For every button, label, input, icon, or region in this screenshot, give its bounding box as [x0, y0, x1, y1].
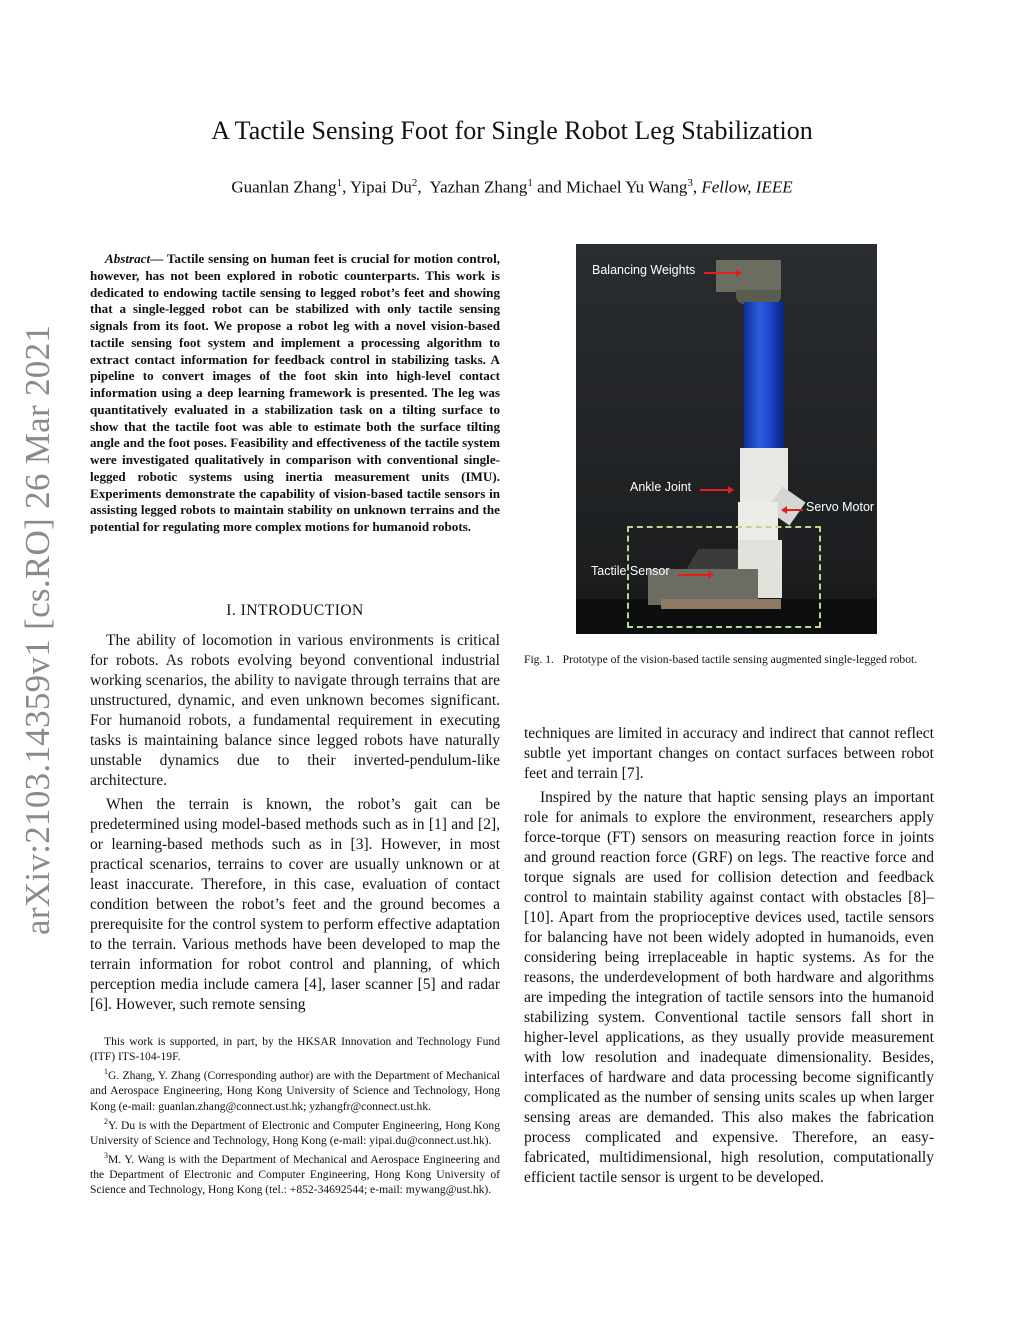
footnote-mark: 1 [104, 1067, 108, 1077]
footnote-text: This work is supported, in part, by the HKSAR Innovation and Technology Fund (ITF) ITS-104-19F. [90, 1034, 500, 1064]
paragraph: techniques are limited in accuracy and indirect that cannot reflect subtle yet important changes on contact surfaces between robot feet and terrain [7]. [524, 725, 934, 782]
abstract-text: — Tactile sensing on human feet is crucial for motion control, however, has not been explored in robotic counterparts. This work is dedicated to endowing tactile sensing to legged robot’s feet and showing that a single-legged robot can be stabilized with only tactile sensing signals from its foot. We propose a robot leg with a novel vision-based tactile sensing foot system and implement a processing algorithm to extract contact information for feedback control in stabilizing tasks. A pipeline to convert images of the foot skin into high-level contact information using a deep learning framework is presented. The leg was quantitatively evaluated in a stabilization task on a tilting surface to show that the tactile foot was able to estimate both the surface tilting angle and the foot poses. Feasibility and effectiveness of the tactile system were investigated qualitatively in comparison with conventional single-legged robotic systems using inertia measurement units (IMU). Experiments demonstrate the capability of vision-based tactile sensors in assisting legged robots to maintain stability on unknown terrains and the potential for regulating more complex motions for humanoid robots. [90, 251, 500, 534]
figure-caption: Fig. 1. Prototype of the vision-based tactile sensing augmented single-legged robot. [524, 653, 918, 666]
paragraph: Inspired by the nature that haptic sensing plays an important role for animals to explore the environment, researchers apply force-torque (FT) sensors on measuring reaction force in joints and ground reaction force (GRF) on legs. The reactive force and torque signals are used for collision detection and feedback control to maintain stability against contact with obstacles [8]–[10]. Apart from the proprioceptive devices used, tactile sensors for balancing have not been widely adopted in humanoids, even considering being irreplaceable in haptic systems. As for the reasons, the underdevelopment of both hardware and algorithms are impeding the integration of tactile sensors into the humanoid stabilizing system. Conventional tactile sensors fall short in higher-level applications, as they usually provide measurement with low resolution and inadequate dimensionality. Besides, interfaces of hardware and data processing become significantly complicated as the number of sensing units scales up when larger sensing areas are demanded. This also makes the fabrication process complicated and expensive. Therefore, an easy-fabricated, multidimensional, high resolution, computationally efficient tactile sensor is urgent to be developed. [524, 789, 934, 1186]
footnotes [90, 1030, 500, 1197]
separator: , [417, 177, 430, 197]
author-suffix: Fellow, IEEE [701, 177, 793, 197]
right-column-text [524, 724, 934, 1192]
separator: , [342, 177, 351, 197]
balancing-weights-block [716, 260, 781, 292]
footnote [90, 1148, 500, 1197]
abstract [90, 251, 500, 536]
arrow-icon [700, 489, 732, 491]
footnote [90, 1064, 500, 1113]
arxiv-identifier: arXiv:2103.14359v1 [cs.RO] 26 Mar 2021 [18, 324, 57, 935]
paper-title: A Tactile Sensing Foot for Single Robot Leg Stabilization [211, 116, 813, 145]
footnote [90, 1030, 500, 1064]
figure-robot-prototype [576, 244, 877, 634]
affiliation-mark: 2 [411, 177, 418, 189]
footnote-mark: 3 [104, 1151, 108, 1160]
affiliation-mark: 1 [336, 177, 343, 189]
blue-leg-tube [744, 302, 784, 450]
arrow-icon [678, 574, 712, 576]
arrow-icon [704, 272, 740, 274]
label-balancing-weights: Balancing Weights [592, 263, 696, 277]
abstract-label: Abstract [105, 251, 151, 266]
footnote [90, 1114, 500, 1148]
separator: and [532, 177, 566, 197]
section-heading: I. INTRODUCTION [226, 602, 364, 619]
arrow-icon [783, 509, 803, 511]
label-servo-motor: Servo Motor [806, 500, 875, 514]
footnote-mark: 2 [104, 1116, 108, 1126]
affiliation-mark: 1 [527, 177, 533, 189]
author-name: Yazhan Zhang [429, 177, 528, 197]
author-name: Yipai Du [350, 177, 412, 197]
paragraph: When the terrain is known, the robot’s gait can be predetermined using model-based methods such as in [1] and [2], or learning-based methods such as in [3]. However, in most practical scenarios, terrains to cover are usually unknown or at least inaccurate. Therefore, in this case, evaluation of contact condition between the robot’s feet and the ground becomes a prerequisite for the control system to perform effective adaptation to the terrain. Various methods have been developed to map the terrain information for robot control and planning, of which perception media include camera [4], laser scanner [5] and radar [6]. However, such remote sensing [90, 796, 500, 1013]
author-name: Guanlan Zhang [231, 177, 337, 197]
footnote-text: Y. Du is with the Department of Electronic and Computer Engineering, Hong Kong University of Science and Technology, Hong Kong (e-mail: yipai.du@connect.ust.hk). [90, 1118, 500, 1147]
author-name: Michael Yu Wang [565, 177, 688, 197]
label-tactile-sensor: Tactile Sensor [591, 564, 670, 578]
intro-text [90, 631, 500, 1019]
footnote-text: G. Zhang, Y. Zhang (Corresponding author) are with the Department of Mechanical and Aerospace Engineering, Hong Kong University of Science and Technology, Hong Kong (e-mail: guanlan.zhang@connect.ust.hk; yzhangfr@connect.ust.hk. [90, 1069, 500, 1113]
footnote-text: M. Y. Wang is with the Department of Mechanical and Aerospace Engineering and the Department of Electronic and Computer Engineering, Hong Kong University of Science and Technology, Hong Kong (tel.: +852-34692544; e-mail: mywang@ust.hk). [90, 1152, 500, 1197]
affiliation-mark: 3 [687, 177, 693, 189]
label-ankle-joint: Ankle Joint [630, 480, 692, 494]
paragraph: The ability of locomotion in various environments is critical for robots. As robots evolving beyond conventional industrial working scenarios, the ability to navigate through terrains that are unstructured, dynamic, and even unknown becomes significant. For humanoid robots, a fundamental requirement in executing tasks is maintaining balance since legged robots have naturally unstable dynamics due to their inverted-pendulum-like architecture. [90, 632, 500, 789]
author-list: Guanlan Zhang$^1$, Yipai Du$^2$, Yazhan Zhang$^1$ and Michael Yu Wang$^3$, Fellow, IEEE [231, 177, 793, 197]
